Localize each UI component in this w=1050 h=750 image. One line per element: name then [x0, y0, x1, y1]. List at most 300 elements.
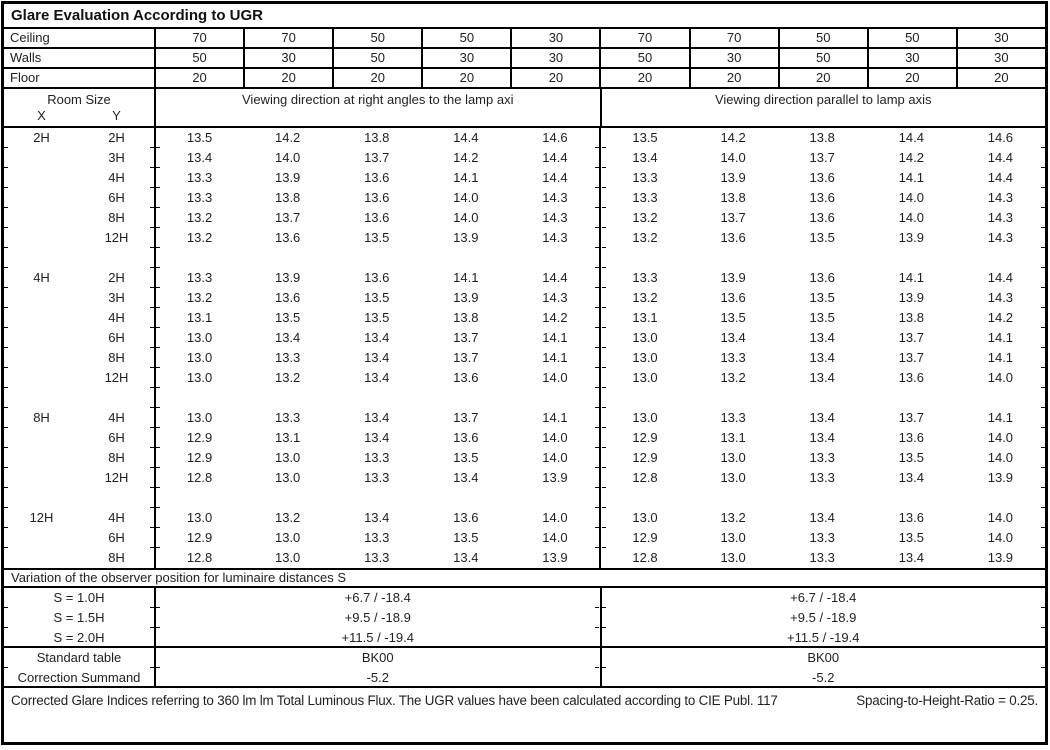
table-row	[4, 168, 1045, 188]
table-row	[4, 208, 1045, 228]
ugr-value	[956, 248, 1045, 268]
ugr-value: 13.3	[720, 410, 746, 425]
room-y-label: 8H	[108, 450, 125, 465]
variation-distance-label: S = 2.0H	[53, 630, 105, 645]
table-row	[4, 508, 1045, 528]
ugr-value	[956, 488, 1045, 508]
ugr-value: 13.6	[898, 370, 924, 385]
ugr-value: 13.0	[599, 408, 688, 428]
ugr-value: 14.6	[987, 130, 1014, 145]
ugr-value: 14.3	[987, 290, 1014, 305]
summary-row	[4, 668, 1045, 688]
surface-value: 30	[956, 29, 1045, 47]
ugr-value: 13.0	[720, 530, 746, 545]
ugr-value: 13.4	[364, 350, 390, 365]
room-x-label	[4, 448, 79, 468]
ugr-value: 13.7	[453, 350, 479, 365]
ugr-value: 13.8	[274, 190, 301, 205]
ugr-value: 13.7	[453, 330, 479, 345]
ugr-value	[778, 488, 867, 508]
ugr-value: 13.9	[987, 470, 1014, 485]
surface-value: 30	[510, 49, 599, 67]
ugr-value: 13.8	[809, 130, 835, 145]
ugr-value: 13.0	[274, 530, 301, 545]
room-y-label: 4H	[108, 310, 125, 325]
ugr-value: 14.4	[542, 270, 568, 285]
ugr-value: 13.9	[453, 230, 479, 245]
ugr-value: 13.9	[720, 170, 746, 185]
ugr-value: 14.2	[720, 130, 746, 145]
ugr-value	[867, 248, 956, 268]
ugr-value: 13.6	[364, 170, 390, 185]
surface-value: 20	[510, 69, 599, 87]
ugr-value: 13.7	[364, 150, 390, 165]
ugr-value: 14.2	[274, 130, 301, 145]
surface-value: 30	[421, 49, 510, 67]
ugr-value: 14.1	[542, 330, 568, 345]
ugr-value	[956, 388, 1045, 408]
room-x-label	[4, 248, 79, 268]
ugr-value: 13.2	[599, 228, 688, 248]
ugr-value: 14.1	[898, 270, 924, 285]
ugr-value: 13.8	[364, 130, 390, 145]
table-row	[4, 408, 1045, 428]
ugr-value: 13.1	[599, 308, 688, 328]
ugr-value: 13.0	[274, 550, 301, 565]
ugr-value: 13.3	[154, 188, 243, 208]
room-x-label	[4, 468, 79, 488]
ugr-value: 13.4	[364, 330, 390, 345]
ugr-value: 12.9	[599, 448, 688, 468]
ugr-value: 13.4	[453, 550, 479, 565]
spacer-row	[4, 248, 1045, 268]
ugr-value: 14.2	[987, 310, 1014, 325]
ugr-value: 13.8	[898, 310, 924, 325]
ugr-value: 13.9	[453, 290, 479, 305]
surface-value: 20	[689, 69, 778, 87]
summary-value-left: BK00	[154, 648, 600, 668]
room-y-label: 6H	[108, 330, 125, 345]
column-header-row	[4, 89, 1045, 128]
ugr-value	[867, 388, 956, 408]
ugr-value: 12.8	[154, 548, 243, 568]
ugr-value: 13.3	[809, 470, 835, 485]
variation-value-left: +9.5 / -18.9	[154, 608, 600, 628]
ugr-value: 13.6	[453, 370, 479, 385]
ugr-value: 13.4	[364, 510, 390, 525]
room-x-label	[4, 228, 79, 248]
ugr-value: 14.0	[987, 430, 1014, 445]
room-y-label: 8H	[108, 550, 125, 565]
surface-value: 70	[154, 29, 243, 47]
ugr-value	[510, 248, 599, 268]
room-y-label: 6H	[108, 190, 125, 205]
room-x-label	[4, 368, 79, 388]
ugr-value: 13.4	[809, 370, 835, 385]
room-x-label	[4, 428, 79, 448]
ugr-value: 13.9	[542, 550, 568, 565]
ugr-value: 14.2	[898, 150, 924, 165]
ugr-value: 13.8	[720, 190, 746, 205]
surface-row	[4, 49, 1045, 69]
table-row	[4, 268, 1045, 288]
room-x-label	[4, 488, 79, 508]
ugr-value: 13.6	[720, 230, 746, 245]
room-y-label: 12H	[104, 230, 129, 245]
ugr-value: 13.5	[720, 310, 746, 325]
variation-value-right: +6.7 / -18.4	[600, 588, 1046, 608]
surface-label: Walls	[10, 50, 42, 65]
surface-value: 70	[599, 29, 688, 47]
ugr-value	[689, 488, 778, 508]
ugr-value: 14.0	[987, 530, 1014, 545]
x-column-header: X	[37, 108, 46, 123]
table-row	[4, 188, 1045, 208]
ugr-value: 14.0	[898, 210, 924, 225]
room-y-label	[79, 488, 154, 508]
surface-value: 30	[510, 29, 599, 47]
ugr-value: 13.2	[599, 288, 688, 308]
ugr-value: 13.4	[453, 470, 479, 485]
room-x-label	[4, 308, 79, 328]
room-y-label: 4H	[108, 170, 125, 185]
ugr-value: 13.5	[809, 230, 835, 245]
ugr-value: 13.4	[364, 410, 390, 425]
ugr-value: 13.0	[154, 368, 243, 388]
ugr-value	[510, 388, 599, 408]
room-y-label: 8H	[108, 210, 125, 225]
ugr-value	[421, 488, 510, 508]
summary-label: Correction Summand	[17, 670, 141, 685]
ugr-value: 14.0	[987, 370, 1014, 385]
ugr-value: 13.6	[809, 170, 835, 185]
ugr-value: 14.0	[987, 510, 1014, 525]
table-row	[4, 428, 1045, 448]
ugr-value: 13.3	[809, 450, 835, 465]
ugr-value: 13.6	[364, 190, 390, 205]
ugr-value: 12.9	[599, 528, 688, 548]
ugr-value: 14.4	[987, 170, 1014, 185]
spacer-row	[4, 388, 1045, 408]
surface-value: 20	[778, 69, 867, 87]
ugr-value: 14.1	[542, 410, 568, 425]
variation-distance-label: S = 1.5H	[53, 610, 105, 625]
ugr-value	[243, 388, 332, 408]
surface-value: 30	[867, 49, 956, 67]
variation-distance-label: S = 1.0H	[53, 590, 105, 605]
spacer-row	[4, 488, 1045, 508]
ugr-value: 13.3	[154, 168, 243, 188]
ugr-value: 14.4	[987, 270, 1014, 285]
ugr-value: 13.6	[364, 210, 390, 225]
room-y-label: 4H	[108, 510, 125, 525]
ugr-value: 13.3	[364, 530, 390, 545]
surface-value: 20	[421, 69, 510, 87]
surface-value: 30	[689, 49, 778, 67]
ugr-value	[778, 388, 867, 408]
summary-value-right: -5.2	[600, 668, 1046, 688]
summary-row	[4, 648, 1045, 668]
ugr-value: 13.0	[720, 450, 746, 465]
surface-value: 70	[689, 29, 778, 47]
room-x-label: 4H	[33, 270, 50, 285]
ugr-value: 13.9	[898, 290, 924, 305]
ugr-value: 13.4	[809, 330, 835, 345]
ugr-value: 14.1	[987, 330, 1014, 345]
ugr-value: 13.3	[720, 350, 746, 365]
variation-value-left: +11.5 / -19.4	[154, 628, 600, 648]
ugr-value: 14.1	[453, 170, 479, 185]
room-y-label: 8H	[108, 350, 125, 365]
ugr-value: 13.6	[809, 210, 835, 225]
room-x-label	[4, 288, 79, 308]
room-x-label: 8H	[33, 410, 50, 425]
ugr-value: 14.3	[542, 190, 568, 205]
ugr-value: 13.1	[720, 430, 746, 445]
ugr-value: 14.4	[453, 130, 479, 145]
ugr-value: 13.9	[542, 470, 568, 485]
table-row	[4, 448, 1045, 468]
table-row	[4, 368, 1045, 388]
ugr-value: 13.5	[898, 530, 924, 545]
ugr-value	[599, 388, 688, 408]
ugr-value	[599, 488, 688, 508]
ugr-value: 13.2	[599, 208, 688, 228]
ugr-value: 13.4	[809, 410, 835, 425]
ugr-value: 13.0	[720, 470, 746, 485]
ugr-value: 13.4	[154, 148, 243, 168]
ugr-value: 12.8	[599, 548, 688, 568]
variation-value-right: +11.5 / -19.4	[600, 628, 1046, 648]
ugr-value: 13.0	[274, 450, 301, 465]
ugr-value: 13.2	[154, 288, 243, 308]
ugr-value: 13.6	[364, 270, 390, 285]
ugr-value: 13.2	[154, 208, 243, 228]
surface-value: 20	[154, 69, 243, 87]
ugr-value: 13.3	[599, 168, 688, 188]
ugr-value: 13.4	[364, 430, 390, 445]
variation-value-left: +6.7 / -18.4	[154, 588, 600, 608]
surface-label: Ceiling	[10, 30, 50, 45]
ugr-value	[421, 388, 510, 408]
ugr-value: 14.1	[453, 270, 479, 285]
ugr-value: 13.7	[720, 210, 746, 225]
ugr-value	[154, 388, 243, 408]
surface-value: 50	[332, 49, 421, 67]
ugr-value: 13.0	[154, 348, 243, 368]
ugr-value: 13.0	[720, 550, 746, 565]
ugr-value: 13.3	[599, 188, 688, 208]
room-y-label	[79, 388, 154, 408]
ugr-value: 13.5	[599, 128, 688, 148]
room-x-label	[4, 348, 79, 368]
ugr-value: 14.0	[542, 370, 568, 385]
viewing-direction-right-header: Viewing direction parallel to lamp axis	[600, 89, 1046, 126]
table-row	[4, 348, 1045, 368]
ugr-values-table	[4, 128, 1045, 568]
xy-header-line	[4, 108, 154, 123]
summary-value-left: -5.2	[154, 668, 600, 688]
surface-value: 50	[332, 29, 421, 47]
room-y-label: 3H	[108, 150, 125, 165]
surface-value: 30	[243, 49, 332, 67]
ugr-value: 14.0	[274, 150, 301, 165]
ugr-value	[332, 248, 421, 268]
room-x-label	[4, 388, 79, 408]
ugr-value: 14.0	[542, 450, 568, 465]
ugr-value: 13.4	[898, 550, 924, 565]
ugr-value: 13.0	[154, 508, 243, 528]
table-row	[4, 288, 1045, 308]
ugr-value: 14.0	[453, 190, 479, 205]
ugr-value: 13.0	[274, 470, 301, 485]
ugr-value: 13.7	[274, 210, 301, 225]
ugr-value: 13.3	[154, 268, 243, 288]
ugr-value: 12.9	[154, 448, 243, 468]
surface-value: 20	[956, 69, 1045, 87]
ugr-value: 13.9	[720, 270, 746, 285]
table-row	[4, 528, 1045, 548]
ugr-value: 13.0	[599, 348, 688, 368]
variation-row	[4, 588, 1045, 608]
surface-value: 30	[956, 49, 1045, 67]
room-x-label	[4, 188, 79, 208]
ugr-table-sheet	[1, 1, 1048, 745]
ugr-value: 14.0	[542, 510, 568, 525]
ugr-value: 14.2	[542, 310, 568, 325]
room-y-label: 6H	[108, 530, 125, 545]
ugr-value: 12.9	[154, 428, 243, 448]
ugr-value: 13.9	[274, 170, 301, 185]
surface-row	[4, 69, 1045, 89]
ugr-value: 13.6	[809, 190, 835, 205]
ugr-value: 12.8	[154, 468, 243, 488]
surface-reflectance-rows	[4, 29, 1045, 89]
room-x-label: 12H	[29, 510, 54, 525]
page-title: Glare Evaluation According to UGR	[4, 4, 1045, 29]
ugr-value	[689, 388, 778, 408]
ugr-value: 13.1	[154, 308, 243, 328]
surface-value: 20	[243, 69, 332, 87]
ugr-value: 13.3	[274, 350, 301, 365]
ugr-value: 13.3	[364, 550, 390, 565]
ugr-value: 14.0	[987, 450, 1014, 465]
surface-value: 50	[778, 49, 867, 67]
ugr-value: 14.3	[542, 230, 568, 245]
variation-section	[4, 588, 1045, 648]
ugr-value: 14.3	[542, 290, 568, 305]
ugr-value: 13.0	[599, 508, 688, 528]
summary-value-right: BK00	[600, 648, 1046, 668]
ugr-value: 13.9	[274, 270, 301, 285]
ugr-value: 13.0	[599, 368, 688, 388]
ugr-value: 13.5	[364, 290, 390, 305]
ugr-value: 13.2	[274, 370, 301, 385]
ugr-value: 14.3	[987, 210, 1014, 225]
ugr-value: 13.6	[274, 290, 301, 305]
y-column-header: Y	[112, 108, 121, 123]
ugr-value: 14.3	[987, 230, 1014, 245]
ugr-value: 14.1	[542, 350, 568, 365]
ugr-value: 13.2	[720, 510, 746, 525]
ugr-value: 13.5	[453, 450, 479, 465]
room-y-label: 2H	[108, 130, 125, 145]
room-x-label	[4, 208, 79, 228]
room-y-label: 12H	[104, 370, 129, 385]
ugr-value	[332, 488, 421, 508]
ugr-value: 14.2	[453, 150, 479, 165]
ugr-value: 13.6	[809, 270, 835, 285]
ugr-value	[243, 248, 332, 268]
table-row	[4, 228, 1045, 248]
room-x-label	[4, 148, 79, 168]
table-row	[4, 148, 1045, 168]
ugr-value: 13.3	[274, 410, 301, 425]
room-y-label	[79, 248, 154, 268]
ugr-value: 13.3	[599, 268, 688, 288]
ugr-value: 13.9	[898, 230, 924, 245]
ugr-value: 13.7	[898, 350, 924, 365]
ugr-value: 14.6	[542, 130, 568, 145]
room-size-label: Room Size	[47, 92, 111, 107]
ugr-value: 13.0	[154, 328, 243, 348]
ugr-value	[778, 248, 867, 268]
room-y-label: 2H	[108, 270, 125, 285]
viewing-direction-left-header: Viewing direction at right angles to the lamp axi	[154, 89, 600, 126]
room-y-label: 4H	[108, 410, 125, 425]
ugr-value: 14.4	[898, 130, 924, 145]
ugr-value: 12.9	[599, 428, 688, 448]
ugr-value: 13.5	[898, 450, 924, 465]
surface-value: 20	[332, 69, 421, 87]
ugr-value: 13.6	[453, 510, 479, 525]
ugr-value: 13.5	[453, 530, 479, 545]
surface-row	[4, 29, 1045, 49]
ugr-value: 12.9	[154, 528, 243, 548]
surface-value: 50	[599, 49, 688, 67]
surface-value: 70	[243, 29, 332, 47]
ugr-value: 13.6	[720, 290, 746, 305]
ugr-value: 13.6	[453, 430, 479, 445]
surface-value: 20	[599, 69, 688, 87]
ugr-value: 13.2	[154, 228, 243, 248]
room-y-label: 3H	[108, 290, 125, 305]
ugr-value: 13.4	[809, 430, 835, 445]
ugr-value: 13.5	[364, 230, 390, 245]
variation-value-right: +9.5 / -18.9	[600, 608, 1046, 628]
ugr-value	[510, 488, 599, 508]
ugr-value: 13.6	[898, 510, 924, 525]
ugr-value: 14.0	[542, 530, 568, 545]
table-row	[4, 548, 1045, 568]
ugr-value: 13.2	[274, 510, 301, 525]
ugr-value: 13.0	[599, 328, 688, 348]
ugr-value: 14.0	[542, 430, 568, 445]
variation-row	[4, 608, 1045, 628]
ugr-value: 13.8	[453, 310, 479, 325]
ugr-value: 14.4	[542, 170, 568, 185]
ugr-value: 13.5	[364, 310, 390, 325]
ugr-value: 13.2	[720, 370, 746, 385]
room-x-label: 2H	[33, 130, 50, 145]
ugr-value: 14.0	[898, 190, 924, 205]
surface-value: 20	[867, 69, 956, 87]
ugr-value: 13.3	[364, 450, 390, 465]
variation-heading: Variation of the observer position for luminaire distances S	[4, 568, 1045, 588]
ugr-value: 13.1	[274, 430, 301, 445]
ugr-value: 13.3	[364, 470, 390, 485]
ugr-value	[689, 248, 778, 268]
